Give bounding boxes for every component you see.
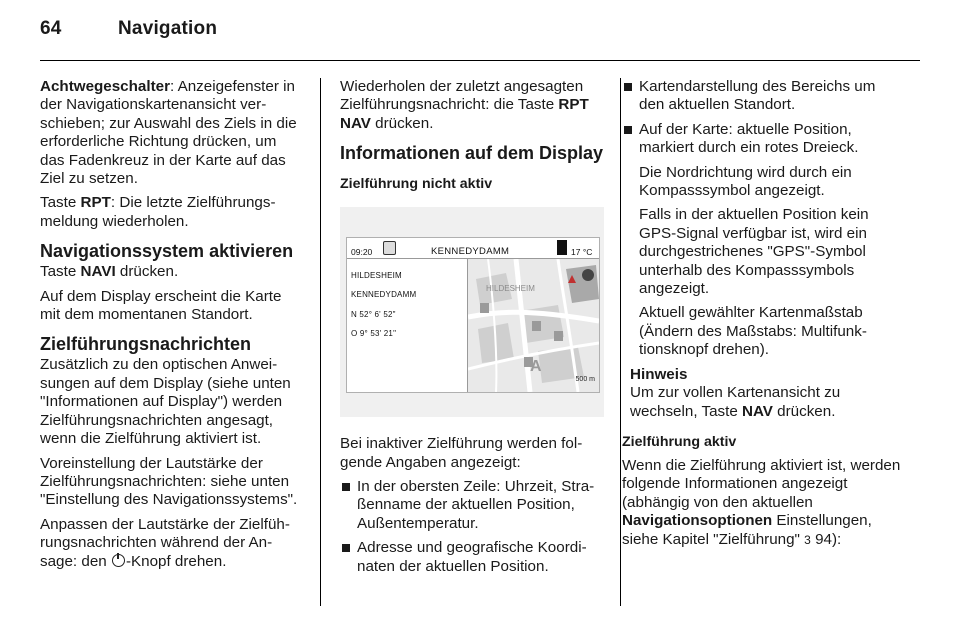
- paragraph-text: drücken.: [370, 114, 434, 132]
- paragraph-eight-way-switch: [40, 78, 304, 188]
- list-item: [622, 121, 904, 158]
- bullet-icon: [624, 126, 632, 134]
- column-1: [40, 78, 304, 577]
- page-number: 64: [40, 18, 62, 39]
- list-item: [622, 78, 904, 115]
- hint-title: Hinweis: [630, 365, 688, 383]
- map-scale: 500 m: [575, 375, 595, 383]
- sub-paragraph-gps: Falls in der aktuellen Position kein GPS-Signal verfügbar ist, wird ein durchgestrichenes "GPS"-Symbol unterhalb des Kompasssymbols angezeigt.: [639, 206, 869, 298]
- bullet-icon: [342, 483, 350, 491]
- heading-guidance-inactive: Zielführung nicht aktiv: [340, 176, 493, 193]
- heading-display-information: Informationen auf dem Display: [340, 143, 604, 164]
- paragraph-guidance-announcements: Zusätzlich zu den optischen Anweisungen auf dem Display (siehe unten "Informationen auf Display") werden Zielführungsnachrichten angesagt, wenn die Zielführung aktiviert ist.: [40, 356, 291, 448]
- column-divider-1: [320, 78, 321, 606]
- column-2: [340, 78, 604, 582]
- hint-text: [630, 384, 904, 421]
- key-nav: NAV: [742, 402, 773, 420]
- list-item-text: Auf der Karte: aktuelle Position, markiert durch ein rotes Dreieck.: [639, 120, 859, 157]
- display-city: HILDESHEIM: [351, 271, 402, 281]
- navigation-status-icon: [383, 241, 396, 255]
- display-street-line: KENNEDYDAMM: [351, 290, 417, 300]
- paragraph-rpt: [40, 194, 304, 231]
- hint-box: [622, 366, 904, 421]
- heading-guidance-messages: Zielführungsnachrichten: [40, 334, 252, 355]
- paragraph-text: drücken.: [772, 402, 836, 420]
- heading-activate-navigation: Navigationssystem aktivieren: [40, 241, 294, 262]
- display-map: [468, 259, 599, 392]
- paragraph-text: : Anzeigefenster in der Navigationskartenansicht verschieben; zur Auswahl des Ziels in die erforderliche Richtung drücken, um das Fadenkreuz in der Karte auf das Ziel zu setzen.: [40, 78, 297, 188]
- navigation-display: [346, 237, 600, 393]
- paragraph-text: -Knopf drehen.: [125, 552, 227, 570]
- paragraph-text: Taste: [40, 263, 81, 281]
- paragraph-text: Wiederholen der zuletzt angesagten Zielführungsnachricht: die Taste: [340, 78, 584, 114]
- display-time: 09:20: [351, 247, 373, 258]
- term-eight-way-switch: Achtwegeschalter: [40, 78, 170, 95]
- display-info-panel: [347, 259, 468, 392]
- paragraph-navi-key: [40, 263, 304, 281]
- paragraph-volume-preset: Voreinstellung der Lautstärke der Zielführungsnachrichten: siehe unten "Einstellung des Navigationssystems".: [40, 454, 298, 509]
- list-item-text: In der obersten Zeile: Uhrzeit, Straßenname der aktuellen Position, Außentemperatur.: [357, 478, 595, 532]
- parking-icon: [554, 331, 563, 341]
- map-city-label: HILDESHEIM: [486, 284, 535, 294]
- page-title: Navigation: [118, 18, 218, 39]
- paragraph-text: 94):: [810, 530, 842, 548]
- paragraph-repeat-message: [340, 78, 604, 133]
- term-navigation-options: Navigationsoptionen: [622, 512, 773, 530]
- paragraph-volume-adjust: [40, 516, 304, 571]
- list-item: [340, 539, 604, 576]
- paragraph-text: Taste: [40, 194, 81, 212]
- paragraph-active-info: [622, 457, 904, 549]
- parking-icon: [480, 303, 489, 313]
- map-letter-a: A: [530, 358, 542, 376]
- display-temperature: 17 °C: [571, 247, 593, 258]
- display-latitude: N 52° 6' 52": [351, 310, 396, 320]
- list-item-text: Kartendarstellung des Bereichs um den aktuellen Standort.: [639, 78, 876, 114]
- display-figure: [340, 207, 604, 417]
- paragraph-inactive-info: Bei inaktiver Zielführung werden folgende Angaben angezeigt:: [340, 435, 583, 471]
- key-navi: NAVI: [80, 263, 116, 281]
- paragraph-text: Wenn die Zielführung aktiviert ist, werden folgende Informationen angezeigt (abhängig von den aktuellen: [622, 456, 901, 511]
- paragraph-text: Anpassen der Lautstärke der Zielführungsnachrichten während der Ansage: den: [40, 515, 290, 570]
- bullet-icon: [342, 544, 350, 552]
- parking-icon: [532, 321, 541, 331]
- key-rpt-nav: RPT NAV: [340, 96, 589, 132]
- sub-paragraph-scale: Aktuell gewählter Kartenmaßstab (Ändern des Maßstabs: Multifunktionsknopf drehen).: [639, 304, 867, 359]
- paragraph-text: Einstellungen, siehe Kapitel "Zielführung": [622, 512, 872, 548]
- compass-icon: [582, 269, 594, 281]
- volume-knob-icon: [112, 554, 125, 567]
- page-reference-icon: 3: [804, 532, 811, 547]
- paragraph-text: drücken.: [115, 263, 179, 281]
- key-rpt: RPT: [80, 194, 111, 212]
- display-top-bar: [347, 238, 599, 259]
- paragraph-text: Um zur vollen Kartenansicht zu wechseln, Taste: [630, 384, 841, 420]
- column-3: [622, 78, 904, 555]
- column-divider-2: [620, 78, 621, 606]
- thermometer-icon: [557, 240, 567, 255]
- bullet-icon: [624, 83, 632, 91]
- sub-paragraph-compass: Die Nordrichtung wird durch ein Kompasssymbol angezeigt.: [639, 163, 852, 200]
- header-rule: [40, 60, 920, 61]
- display-longitude: O 9° 53' 21": [351, 329, 397, 339]
- paragraph-text: : Die letzte Zielführungsmeldung wiederholen.: [40, 194, 276, 230]
- display-street-name: KENNEDYDAMM: [431, 246, 510, 258]
- paragraph-map-display: Auf dem Display erscheint die Karte mit dem momentanen Standort.: [40, 287, 282, 324]
- list-item-text: Adresse und geografische Koordinaten der aktuellen Position.: [357, 539, 587, 575]
- heading-guidance-active: Zielführung aktiv: [622, 433, 737, 450]
- list-item: [340, 478, 604, 533]
